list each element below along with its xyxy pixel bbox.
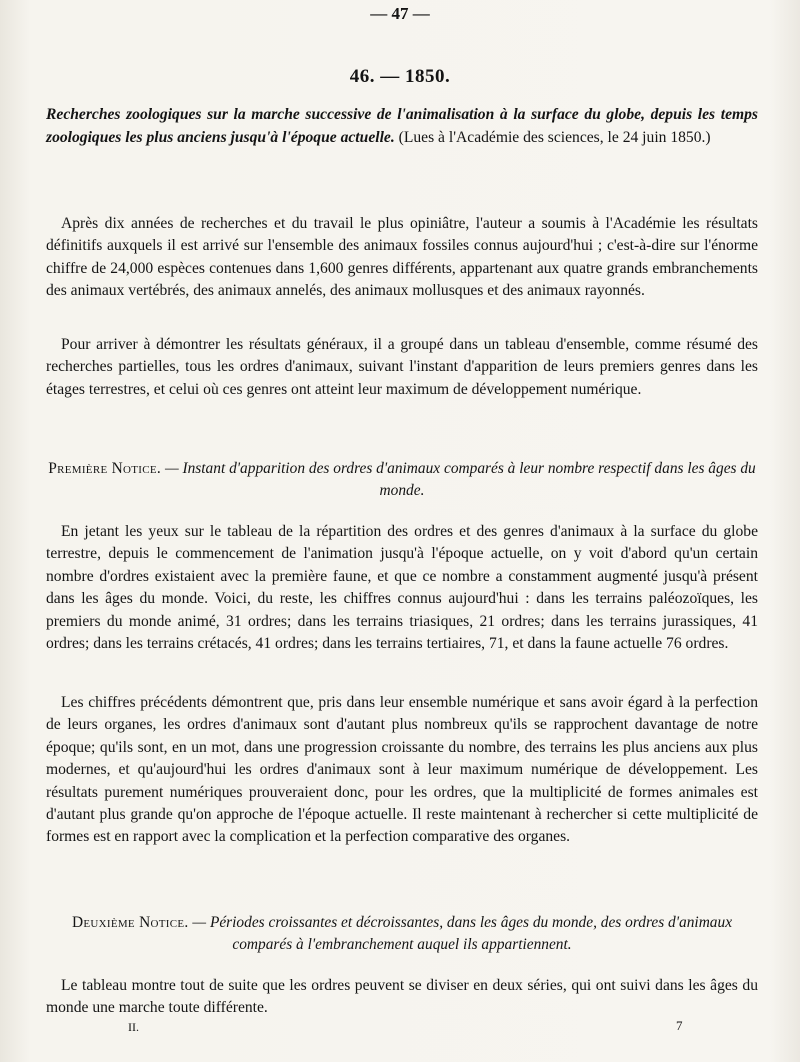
entry-heading: 46. — 1850. <box>349 66 451 87</box>
signature-mark: II. <box>128 1020 139 1034</box>
section-title-first: — Instant d'apparition des ordres d'animaux comparés à leur nombre respectif dans les âges du monde. <box>164 460 756 500</box>
section-label-first: Première Notice. <box>48 460 162 477</box>
section-label-second: Deuxième Notice. <box>71 914 189 931</box>
page-number: — 47 — <box>370 4 430 23</box>
section-heading-second <box>46 912 758 957</box>
paragraph-4: Les chiffres précédents démontrent que, pris dans leur ensemble numérique et sans avoir égard à la perfection de leurs organes, les ordres d'animaux sont d'autant plus nombreux qu'ils se rapprochent davantage de notre époque; qu'ils sont, en un mot, dans une progression croissante du nombre, des terrains les plus anciens aux plus modernes, et qu'aujourd'hui les ordres d'animaux sont à leur maximum numérique de développement. Les résultats purement numériques prouveraient donc, pour les ordres, que la multiplicité de formes animales est d'autant plus grande qu'on approche de l'époque actuelle. Il reste maintenant à rechercher si cette multiplicité de formes est en rapport avec la complication et la perfection comparative des organes. <box>46 694 758 846</box>
title-italic: Recherches zoologiques sur la marche successive de l'animalisation à la surface du globe, depuis les temps zoologiques les plus anciens jusqu'à l'époque actuelle. <box>46 106 758 146</box>
sheet-number: 7 <box>676 1018 683 1033</box>
section-title-second: — Périodes croissantes et décroissantes, dans les âges du monde, des ordres d'animaux comparés à l'embranchement auquel ils appartiennent. <box>192 914 733 954</box>
title-note: (Lues à l'Académie des sciences, le 24 juin 1850.) <box>398 128 711 146</box>
paragraph-5: Le tableau montre tout de suite que les ordres peuvent se diviser en deux séries, qui ont suivi dans les âges du monde une marche toute différente. <box>46 977 758 1017</box>
publication-title <box>46 104 758 149</box>
paragraph-1: Après dix années de recherches et du travail le plus opiniâtre, l'auteur a soumis à l'Académie les résultats définitifs auxquels il est arrivé sur l'ensemble des animaux fossiles connus aujourd'hui ; c'est-à-dire sur l'énorme chiffre de 24,000 espèces contenues dans 1,600 genres différents, appartenant aux quatre grands embranchements des animaux vertébrés, des animaux annelés, des animaux mollusques et des animaux rayonnés. <box>46 215 758 300</box>
paragraph-2: Pour arriver à démontrer les résultats généraux, il a groupé dans un tableau d'ensemble, comme résumé des recherches partielles, tous les ordres d'animaux, suivant l'instant d'apparition de leurs premiers genres dans les étages terrestres, et celui où ces genres ont atteint leur maximum de développement numérique. <box>46 336 758 398</box>
paragraph-3: En jetant les yeux sur le tableau de la répartition des ordres et des genres d'animaux à la surface du globe terrestre, depuis le commencement de l'animation jusqu'à l'époque actuelle, on y voit d'abord qu'un certain nombre d'ordres existaient avec la première faune, et que ce nombre a constamment augmenté jusqu'à présent dans les âges du monde. Voici, du reste, les chiffres connus aujourd'hui : dans les terrains paléozoïques, les premiers du monde animé, 31 ordres; dans les terrains triasiques, 21 ordres; dans les terrains jurassiques, 41 ordres; dans les terrains crétacés, 41 ordres; dans les terrains tertiaires, 71, et dans la faune actuelle 76 ordres. <box>46 523 758 653</box>
section-heading-first <box>46 458 758 503</box>
